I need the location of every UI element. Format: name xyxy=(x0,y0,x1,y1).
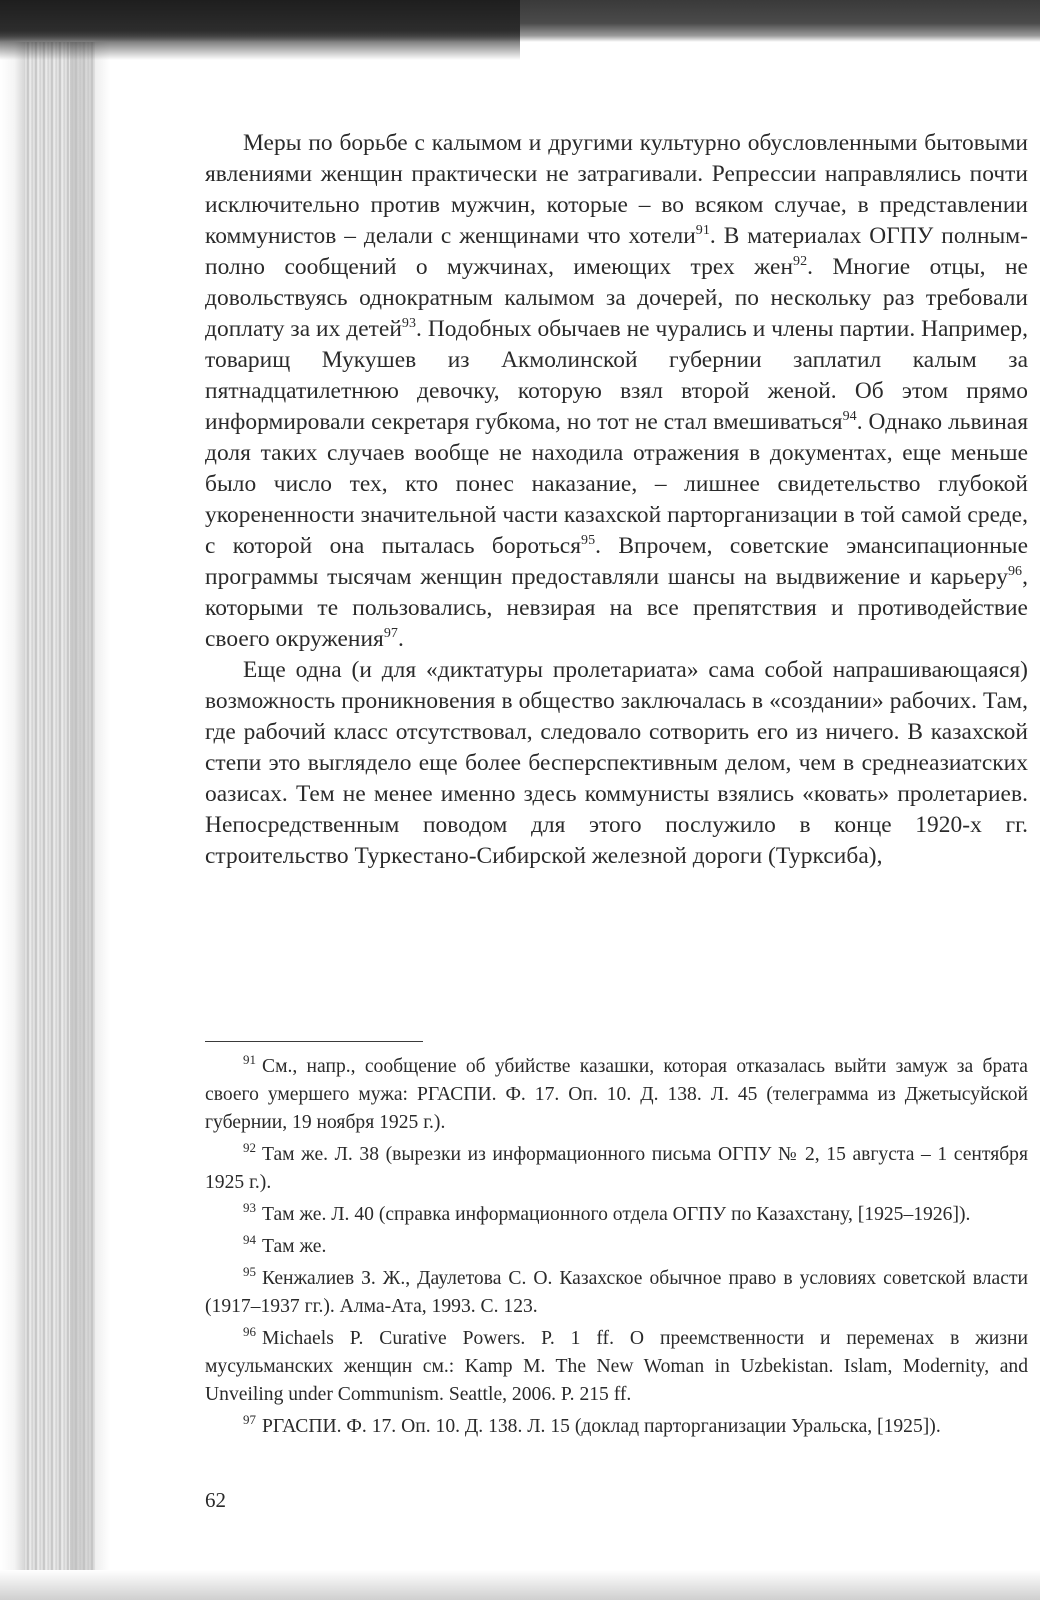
footnote-text: См., напр., сообщение об убийстве казашки, которая отказалась выйти замуж за брата своего умершего мужа: РГАСПИ. Ф. 17. Оп. 10. Д. 138. Л. 45 (телеграмма из Джетысуйской губернии, 19 ноября 1925 г.). xyxy=(205,1056,1028,1133)
paragraph-2: Еще одна (и для «диктатуры пролетариата» сама собой напрашивающаяся) возможность проникновения в общество заключалась в «создании» рабочих. Там, где рабочий класс отсутствовал, следовало сотворить его из ничего. В казахской степи это выглядело еще более бесперспективным делом, чем в среднеазиатских оазисах. Тем не менее именно здесь коммунисты взялись «ковать» пролетариев. Непосредственным поводом для этого послужило в конце 1920-х гг. строительство Туркестано-Сибирской железной дороги (Турксиба), xyxy=(205,657,1028,869)
gutter-shadow xyxy=(70,0,110,1600)
footnote-number: 97 xyxy=(243,1412,256,1428)
footnote-number: 93 xyxy=(243,1200,256,1216)
footnote-92 xyxy=(205,1141,1028,1197)
footnote-number: 96 xyxy=(243,1324,256,1340)
footnote-number: 95 xyxy=(243,1264,256,1280)
page-number: 62 xyxy=(205,1488,226,1512)
footnote-ref-95[interactable]: 95 xyxy=(581,533,596,549)
main-text xyxy=(205,128,1028,872)
footnotes xyxy=(205,1053,1028,1445)
page-edge xyxy=(0,0,24,1600)
footnote-number: 91 xyxy=(243,1052,256,1068)
paragraph-1: Меры по борьбе с калымом и другими культурно обусловленными бытовыми явлениями женщин практически не затрагивали. Репрессии направлялись почти исключительно против мужчин, которые – во всяком случае, в представлении коммунистов – делали с женщинами что хотели$^{91}$. В материалах ОГПУ полным-полно сообщений о мужчинах, имеющих трех жен$^{92}$. Многие отцы, не довольствуясь однократным калымом за дочерей, по нескольку раз требовали доплату за их детей$^{93}$. Подобных обычаев не чурались и члены партии. Например, товарищ Мукушев из Акмолинской губернии заплатил калым за пятнадцатилетнюю девочку, которую взял второй женой. Об этом прямо информировали секретаря губкома, но тот не стал вмешиваться$^{94}$. Однако львиная доля таких случаев вообще не находила отражения в документах, еще меньше было число тех, кто понес наказание, – лишнее свидетельство глубокой укорененности значительной части казахской парторганизации в той самой среде, с которой она пыталась бороться$^{95}$. Впрочем, советские эмансипационные программы тысячам женщин предоставляли шансы на выдвижение и карьеру$^{96}$, которыми те пользовались, невзирая на все препятствия и противодействие своего окружения$^{97}$. xyxy=(205,130,1028,652)
footnote-ref-91[interactable]: 91 xyxy=(695,223,710,239)
footnote-ref-96[interactable]: 96 xyxy=(1007,564,1023,580)
footnote-text: Кенжалиев З. Ж., Даулетова С. О. Казахское обычное право в условиях советской власти (1917–1937 гг.). Алма-Ата, 1993. С. 123. xyxy=(205,1268,1028,1317)
footnote-97 xyxy=(205,1413,1028,1441)
footnote-text: Michaels P. Curative Powers. P. 1 ff. О преемственности и переменах в жизни мусульманских женщин см.: Kamp M. The New Woman in Uzbekistan. Islam, Modernity, and Unveiling under Communism. Seattle, 2006. P. 215 ff. xyxy=(205,1328,1028,1405)
footnote-ref-97[interactable]: 97 xyxy=(383,626,398,642)
footnote-ref-94[interactable]: 94 xyxy=(842,409,857,425)
footnote-ref-92[interactable]: 92 xyxy=(793,254,808,270)
footnote-text: Там же. xyxy=(262,1236,327,1257)
footnote-text: Там же. Л. 38 (вырезки из информационного письма ОГПУ № 2, 15 августа – 1 сентября 1925 г.). xyxy=(205,1144,1028,1193)
footnote-96 xyxy=(205,1325,1028,1409)
bottom-scan-shadow xyxy=(0,1570,1040,1600)
footnote-94 xyxy=(205,1233,1028,1261)
footnote-number: 94 xyxy=(243,1232,256,1248)
footnote-text: Там же. Л. 40 (справка информационного отдела ОГПУ по Казахстану, [1925–1926]). xyxy=(262,1204,971,1225)
footnote-separator xyxy=(205,1041,423,1042)
footnote-91 xyxy=(205,1053,1028,1137)
footnote-ref-93[interactable]: 93 xyxy=(401,316,417,332)
footnote-95 xyxy=(205,1265,1028,1321)
footnote-number: 92 xyxy=(243,1140,256,1156)
footnote-text: РГАСПИ. Ф. 17. Оп. 10. Д. 138. Л. 15 (доклад парторганизации Уральска, [1925]). xyxy=(262,1416,941,1437)
top-scan-shadow-left xyxy=(0,0,520,60)
footnote-93 xyxy=(205,1201,1028,1229)
